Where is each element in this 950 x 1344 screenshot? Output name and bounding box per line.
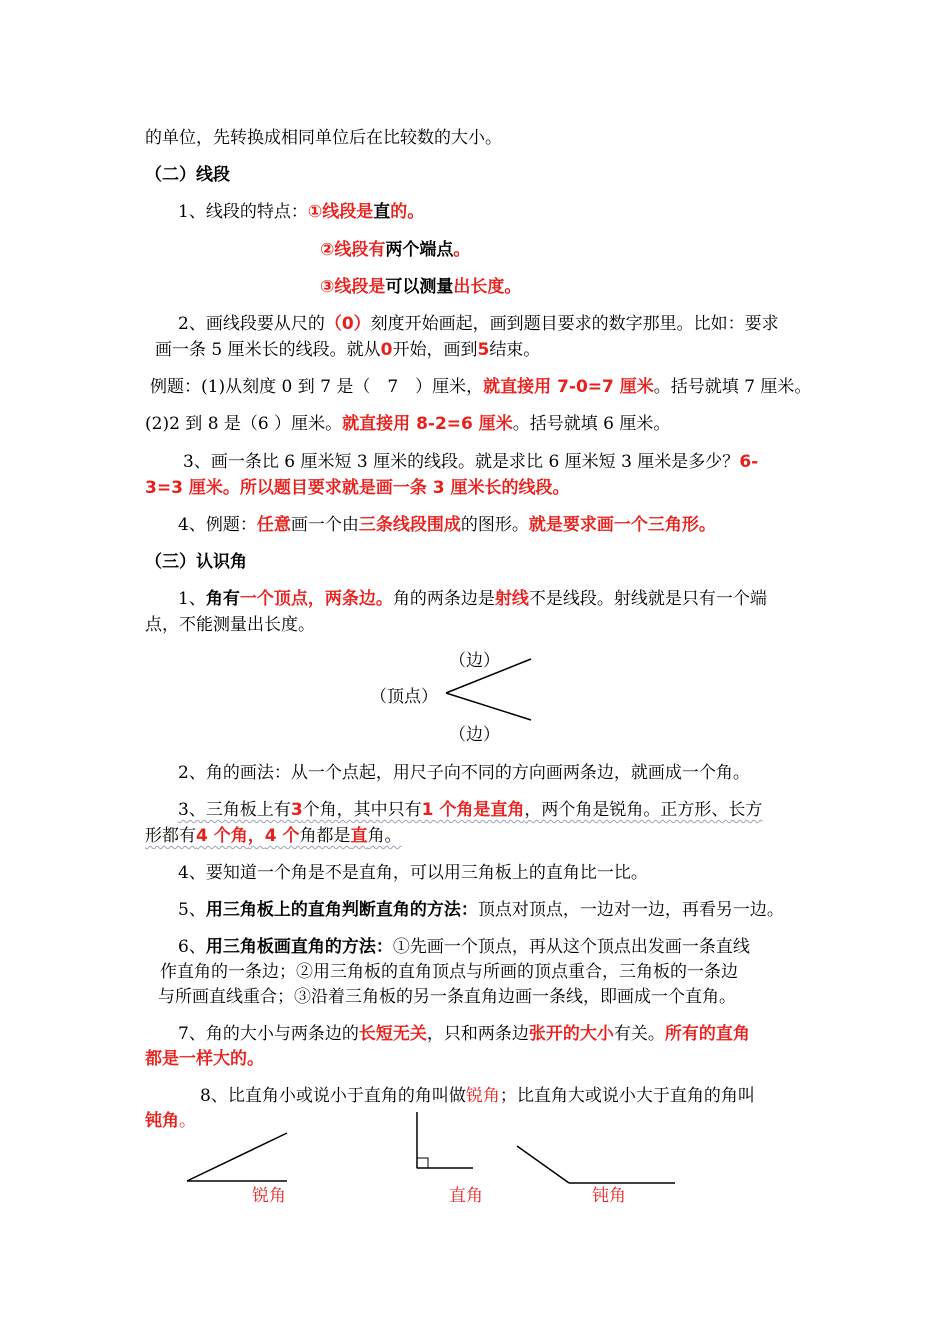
text: 用三角板画直角的方法：	[205, 937, 393, 957]
text-line	[178, 899, 784, 921]
text-line	[178, 936, 750, 958]
highlight: 6-	[739, 452, 759, 472]
text: 1、线段的特点：	[178, 202, 308, 222]
text: 直	[373, 202, 391, 222]
right-angle-label: 直角	[449, 1186, 483, 1206]
highlight: ③线段是	[320, 277, 386, 297]
text: 的图形。	[460, 515, 529, 535]
text: 个角，其中只有	[302, 800, 422, 820]
highlight: 5	[477, 340, 490, 360]
highlight: 射线	[494, 589, 529, 609]
highlight: 任意	[256, 515, 291, 535]
text: 3、三角板上有	[178, 800, 291, 820]
highlight: 。	[453, 240, 471, 260]
text: 。	[179, 1111, 196, 1131]
text: 画一条 5 厘米长的线段。就从	[155, 340, 381, 360]
text: 角。	[367, 826, 402, 846]
text: 两个端点	[385, 240, 454, 260]
text: ，两个角是锐角。正方形、长方	[524, 800, 763, 820]
text: 2、角的画法：从一个点起，用尺子向不同的方向画两条边，就画成一个角。	[178, 763, 750, 783]
highlight: 长短无关	[358, 1024, 427, 1044]
text: 3、画一条比 6 厘米短 3 厘米的线段。就是求比 6 厘米短 3 厘米是多少？	[183, 452, 740, 472]
highlight: 的。	[390, 202, 425, 222]
text: 4、要知道一个角是不是直角，可以用三角板上的直角比一比。	[178, 863, 648, 883]
text: 1、	[178, 589, 206, 609]
right-angle-marker	[417, 1158, 428, 1168]
highlight: 一个顶点，两条边。	[239, 589, 393, 609]
highlight: 0	[380, 340, 393, 360]
highlight: 1 个角是直角	[421, 800, 525, 820]
text: 的单位，先转换成相同单位后在比较数的大小。	[145, 128, 502, 148]
text: 。括号就填 7 厘米。	[653, 377, 812, 397]
highlight: 就是要求画一个三角形。	[528, 515, 716, 535]
text: 刻度开始画起，画到题目要求的数字那里。比如：要求	[370, 314, 779, 334]
highlight: 4 个角	[196, 826, 248, 846]
highlight: 就直接用 7-0=7 厘米	[483, 377, 654, 397]
text-line	[145, 1048, 264, 1070]
acute-angle-side	[187, 1133, 287, 1181]
highlight: 4 个	[264, 826, 300, 846]
highlight: （0）	[324, 314, 371, 334]
obtuse-angle-side	[517, 1146, 569, 1183]
edge-label: （边）	[449, 725, 500, 745]
text: 不是线段。射线就是只有一个端	[528, 589, 767, 609]
text: 例题：(1)从刻度 0 到 7 是（ 7 ）厘米，	[150, 377, 484, 397]
text: ，只和两条边	[426, 1024, 529, 1044]
highlight: 出长度。	[453, 277, 522, 297]
text: 角的两条边是	[392, 589, 495, 609]
text: 6、	[178, 937, 206, 957]
text: 结束。	[489, 340, 541, 360]
edge-label: （边）	[449, 651, 500, 671]
highlight: 锐角	[465, 1086, 500, 1106]
highlight: ②线段有	[320, 240, 386, 260]
highlight: 所有的直角	[664, 1024, 750, 1044]
highlight: ，	[247, 826, 265, 846]
text: 有关。	[613, 1024, 665, 1044]
text: 7、角的大小与两条边的	[178, 1024, 359, 1044]
vertex-label: （顶点）	[370, 687, 438, 707]
text-line	[158, 986, 736, 1008]
text: 角有	[205, 589, 240, 609]
text-line	[178, 762, 750, 784]
obtuse-angle-label: 钝角	[592, 1186, 626, 1206]
text: 作直角的一条边；②用三角板的直角顶点与所画的顶点重合，三角板的一条边	[160, 962, 738, 982]
text-line	[145, 825, 402, 847]
text-line	[178, 1023, 750, 1045]
highlight: 张开的大小	[528, 1024, 614, 1044]
text: 与所画直线重合；③沿着三角板的另一条直角边画一条线，即画成一个直角。	[158, 987, 736, 1007]
text-line	[145, 1110, 196, 1132]
text-line	[178, 862, 648, 884]
text: ①先画一个顶点，再从这个顶点出发画一条直线	[392, 937, 750, 957]
highlight: 就直接用 8-2=6 厘米	[342, 414, 513, 434]
highlight: 直	[350, 826, 368, 846]
heading-text: （三）认识角	[145, 552, 247, 572]
text: ；比直角大或说小大于直角的角叫	[499, 1086, 755, 1106]
text: 画一个由	[290, 515, 359, 535]
text: 角都是	[299, 826, 351, 846]
text: 4、例题：	[178, 515, 257, 535]
text: 形都有	[145, 826, 196, 846]
text: 可以测量	[385, 277, 454, 297]
angle-edge-lower	[446, 693, 531, 720]
text: (2)2 到 8 是（6 ）厘米。	[145, 414, 343, 434]
text-line	[200, 1085, 755, 1107]
text: 顶点对顶点，一边对一边，再看另一边。	[477, 900, 784, 920]
highlight: 3	[290, 800, 303, 820]
acute-angle-label: 锐角	[252, 1186, 286, 1206]
text: 。括号就填 6 厘米。	[512, 414, 671, 434]
text: 8、比直角小或说小于直角的角叫做	[200, 1086, 466, 1106]
highlight: 钝角	[145, 1111, 179, 1131]
text-line	[178, 799, 762, 821]
heading-text: （二）线段	[145, 165, 230, 185]
highlight: ①线段是	[307, 202, 374, 222]
highlight: 三条线段围成	[358, 515, 461, 535]
highlight: 3=3 厘米。所以题目要求就是画一条 3 厘米长的线段。	[145, 478, 570, 498]
highlight: 都是一样大的。	[145, 1049, 264, 1069]
text-line	[160, 961, 738, 983]
text: 2、画线段要从尺的	[178, 314, 325, 334]
text: 开始，画到	[392, 340, 478, 360]
text: 点，不能测量出长度。	[145, 615, 315, 635]
text: 用三角板上的直角判断直角的方法：	[205, 900, 478, 920]
text: 5、	[178, 900, 206, 920]
